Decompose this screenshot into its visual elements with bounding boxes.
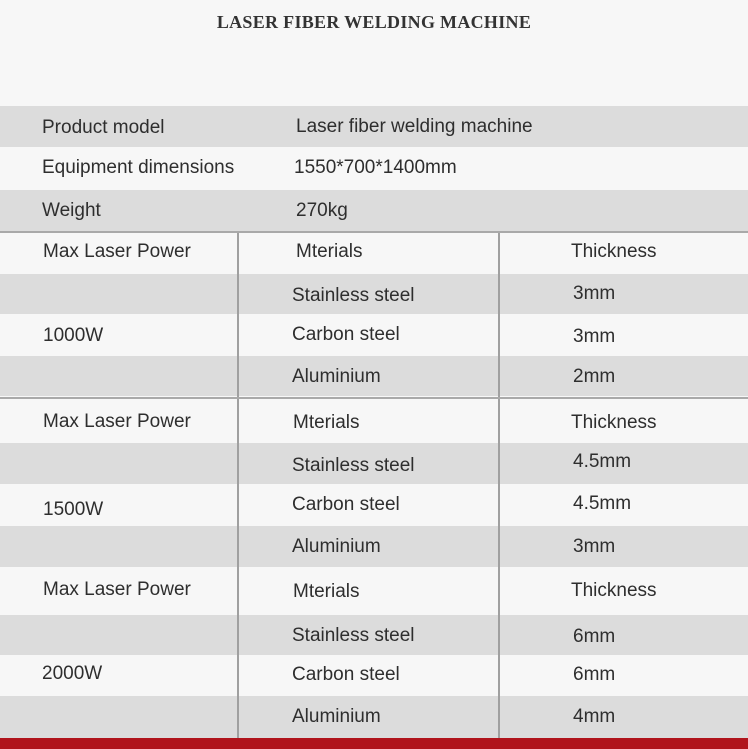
power-header: Max Laser Power (43, 579, 191, 600)
power-header: Max Laser Power (43, 241, 191, 262)
thickness-value: 3mm (573, 536, 616, 557)
power-header: Max Laser Power (43, 411, 191, 432)
spec-label: Product model (42, 117, 165, 138)
column-divider (498, 399, 500, 738)
thickness-value: 4mm (573, 706, 616, 727)
column-divider (237, 233, 239, 397)
thickness-value: 6mm (573, 626, 616, 647)
thickness-value: 2mm (573, 366, 616, 387)
materials-header: Mterials (293, 581, 360, 602)
material-name: Aluminium (292, 536, 381, 557)
material-name: Carbon steel (292, 664, 400, 685)
table-divider (0, 231, 748, 233)
materials-header: Mterials (293, 412, 360, 433)
material-name: Carbon steel (292, 494, 400, 515)
spec-label: Equipment dimensions (42, 157, 235, 178)
thickness-header: Thickness (571, 241, 657, 262)
material-name: Stainless steel (292, 285, 415, 306)
page-title: LASER FIBER WELDING MACHINE (216, 12, 532, 32)
thickness-value: 3mm (573, 326, 616, 347)
material-name: Aluminium (292, 366, 381, 387)
spec-value: 270kg (296, 200, 348, 221)
thickness-value: 4.5mm (573, 451, 632, 472)
thickness-value: 3mm (573, 283, 616, 304)
spec-row-weight (0, 190, 748, 231)
column-divider (237, 399, 239, 738)
thickness-value: 4.5mm (573, 493, 632, 514)
bottom-accent-bar (0, 738, 748, 749)
spec-label: Weight (42, 200, 101, 221)
material-name: Stainless steel (292, 625, 415, 646)
thickness-header: Thickness (571, 412, 657, 433)
power-value: 2000W (42, 663, 103, 684)
materials-header: Mterials (296, 241, 363, 262)
thickness-header: Thickness (571, 580, 657, 601)
thickness-value: 6mm (573, 664, 616, 685)
power-value: 1500W (43, 499, 104, 520)
material-name: Aluminium (292, 706, 381, 727)
spec-value: Laser fiber welding machine (296, 116, 533, 137)
material-name: Stainless steel (292, 455, 415, 476)
power-value: 1000W (43, 325, 104, 346)
material-name: Carbon steel (292, 324, 400, 345)
column-divider (498, 233, 500, 397)
table-divider (0, 397, 748, 399)
spec-value: 1550*700*1400mm (294, 157, 457, 178)
